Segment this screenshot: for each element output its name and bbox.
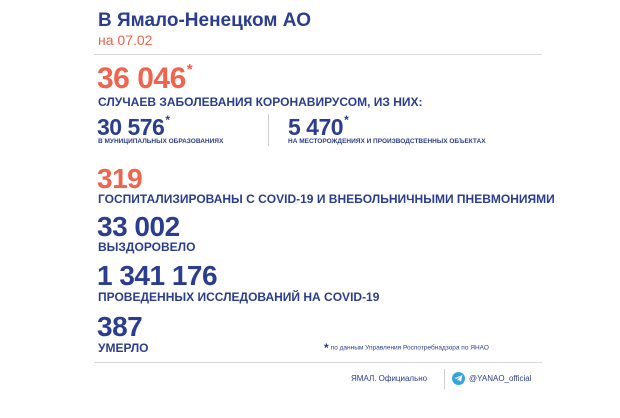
stats-divider	[268, 114, 269, 146]
recovered-caption: ВЫЗДОРОВЕЛО	[98, 240, 196, 254]
recovered-value: 33 002	[97, 211, 180, 242]
field-cases-caption: НА МЕСТОРОЖДЕНИЯХ И ПРОИЗВОДСТВЕННЫХ ОБЪЕКТАХ	[288, 138, 486, 145]
cases-total-value	[97, 61, 193, 95]
deaths-caption: УМЕРЛО	[98, 341, 149, 355]
bottom-divider	[94, 362, 542, 363]
top-divider	[94, 54, 542, 55]
source-footnote	[324, 341, 489, 355]
hospitalized-value: 319	[97, 163, 143, 194]
cases-total-caption: СЛУЧАЕВ ЗАБОЛЕВАНИЯ КОРОНАВИРУСОМ, ИЗ НИХ:	[98, 95, 423, 109]
footnote-text: по данным Управления Роспотребнадзора по ЯНАО	[330, 344, 489, 352]
tests-caption: ПРОВЕДЕННЫХ ИССЛЕДОВАНИЙ НА COVID-19	[98, 290, 380, 304]
field-cases-value	[288, 113, 349, 140]
municipal-cases-value	[97, 113, 170, 140]
tests-value: 1 341 176	[97, 260, 218, 291]
telegram-icon	[452, 372, 465, 385]
deaths-value: 387	[97, 311, 143, 342]
cases-total-number: 36 046	[97, 62, 186, 95]
municipal-cases-marker: *	[165, 113, 170, 127]
field-cases-number: 5 470	[288, 114, 344, 140]
cases-total-marker: *	[186, 61, 193, 78]
telegram-handle-link[interactable]: @YANAO_official	[469, 374, 532, 383]
field-cases-marker: *	[344, 113, 349, 127]
footnote-marker: *	[324, 341, 329, 355]
page-title: В Ямало-Ненецком АО	[98, 10, 311, 31]
municipal-cases-caption: В МУНИЦИПАЛЬНЫХ ОБРАЗОВАНИЯХ	[98, 138, 224, 145]
hospitalized-caption: ГОСПИТАЛИЗИРОВАНЫ С COVID-19 И ВНЕБОЛЬНИЧНЫМИ ПНЕВМОНИЯМИ	[98, 192, 555, 206]
report-date: на 07.02	[98, 32, 153, 48]
footer-divider	[444, 369, 445, 389]
brand-label: ЯМАЛ. Официально	[351, 374, 428, 383]
municipal-cases-number: 30 576	[97, 114, 165, 140]
